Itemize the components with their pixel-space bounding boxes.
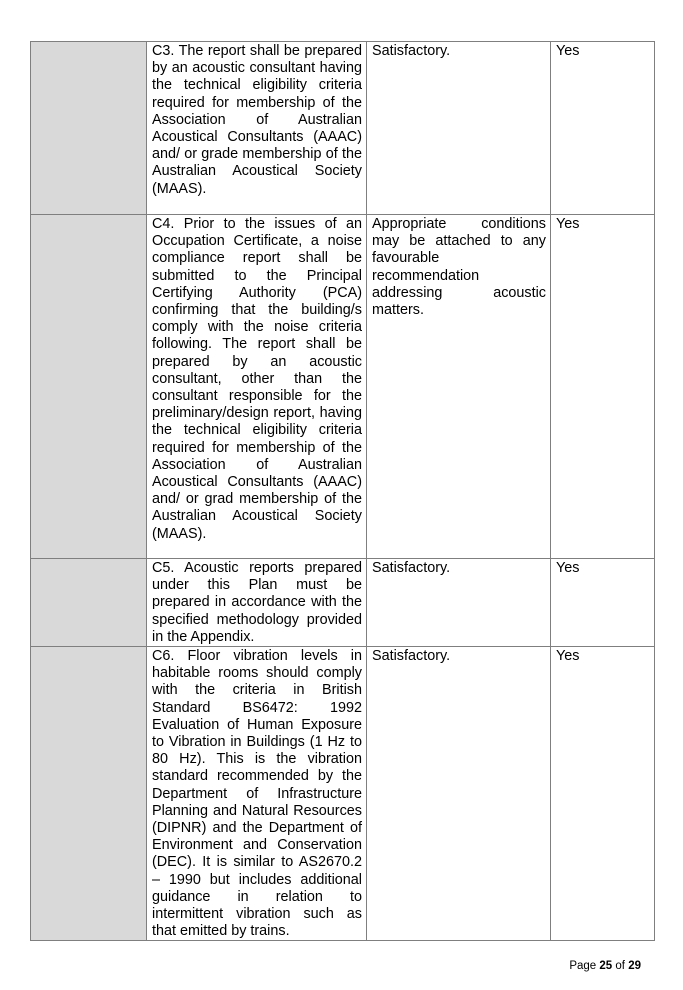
page-number	[540, 960, 641, 972]
section-cell	[31, 42, 147, 215]
requirement-cell: C4. Prior to the issues of an Occupation Certificate, a noise compliance report shall be submitted to the Principal Certifying Authority (PCA) confirming that the building/s comply with the noise criteria following. The report shall be prepared by an acoustic consultant, other than the consultant responsible for the preliminary/design report, having the technical eligibility criteria required for membership of the Association of Australian Acoustical Consultants (AAAC) and/ or grad membership of the Australian Acoustical Society (MAAS).	[147, 215, 367, 559]
compliance-cell: Yes	[551, 559, 655, 647]
comment-cell: Satisfactory.	[367, 559, 551, 647]
comment-cell: Satisfactory.	[367, 647, 551, 941]
requirement-cell: C3. The report shall be prepared by an acoustic consultant having the technical eligibility criteria required for membership of the Association of Australian Acoustical Consultants (AAAC) and/ or grade membership of the Australian Acoustical Society (MAAS).	[147, 42, 367, 215]
page-total: 29	[628, 960, 641, 972]
requirement-cell: C5. Acoustic reports prepared under this Plan must be prepared in accordance with the specified methodology provided in the Appendix.	[147, 559, 367, 647]
compliance-cell: Yes	[551, 215, 655, 559]
table-row	[31, 42, 655, 215]
table-row	[31, 559, 655, 647]
table-row	[31, 215, 655, 559]
compliance-table	[30, 41, 655, 941]
table-row	[31, 647, 655, 941]
comment-cell: Satisfactory.	[367, 42, 551, 215]
section-cell	[31, 215, 147, 559]
section-cell	[31, 559, 147, 647]
requirement-cell: C6. Floor vibration levels in habitable rooms should comply with the criteria in British Standard BS6472: 1992 Evaluation of Human Exposure to Vibration in Buildings (1 Hz to 80 Hz). This is the vibration standard recommended by the Department of Infrastructure Planning and Natural Resources (DIPNR) and the Department of Environment and Conservation (DEC). It is similar to AS2670.2 – 1990 but includes additional guidance in relation to intermittent vibration such as that emitted by trains.	[147, 647, 367, 941]
page-label: Page	[569, 960, 597, 972]
comment-cell: Appropriate conditions may be attached to any favourable recommendation addressing acoustic matters.	[367, 215, 551, 559]
page-current: 25	[599, 960, 613, 972]
section-cell	[31, 647, 147, 941]
compliance-cell: Yes	[551, 647, 655, 941]
page-of: of	[615, 960, 625, 972]
compliance-cell: Yes	[551, 42, 655, 215]
